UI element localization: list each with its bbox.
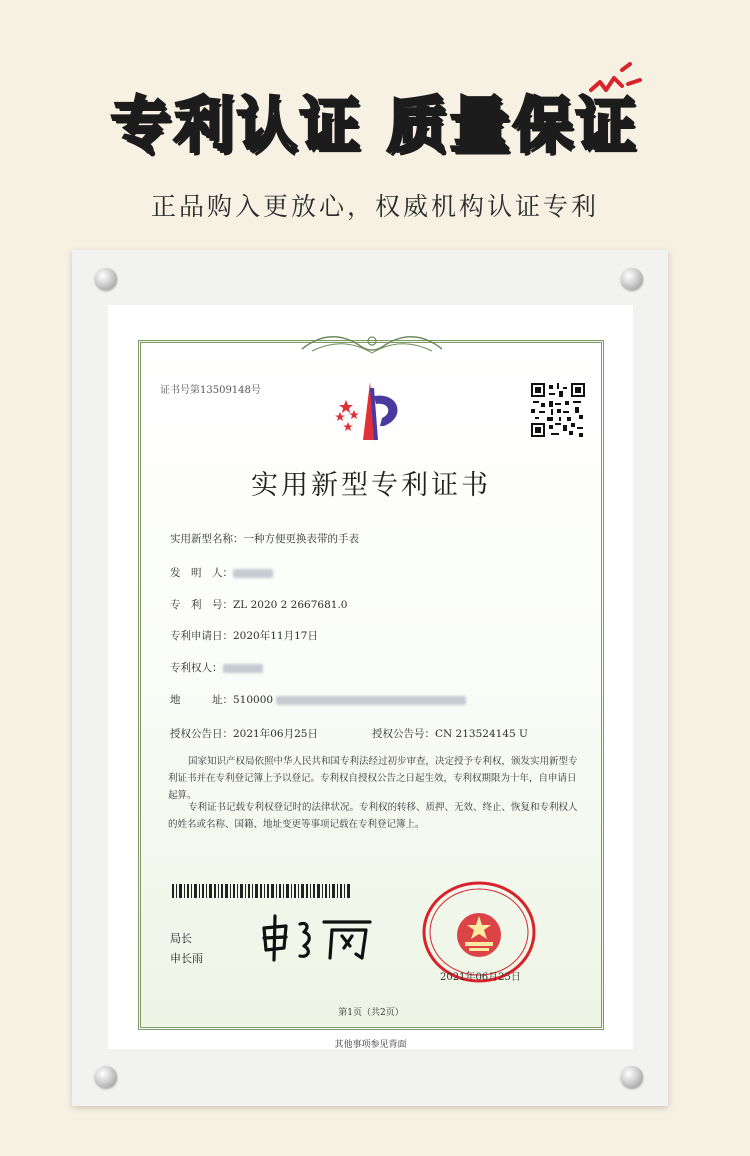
address-postcode: 510000 [233,694,274,706]
grant-date-label: 授权公告日： [170,728,233,740]
certificate-paragraph-2: 专利证书记载专利权登记时的法律状况。专利权的转移、质押、无效、终止、恢复和专利权人的姓名或名称、国籍、地址变更等事项记载在专利登记簿上。 [168,802,578,830]
patent-number-row [170,597,347,612]
redacted-inventor [233,569,273,578]
inventor-label: 发 明 人： [170,567,233,579]
frame-screw-icon [95,268,117,290]
utility-model-name-row [170,531,359,546]
frame-screw-icon [95,1066,117,1088]
handwritten-signature-icon [258,912,378,964]
grant-number-label: 授权公告号： [372,728,435,740]
certificate-number: 证书号第13509148号 [160,385,261,396]
grant-date-row [170,726,318,741]
frame-screw-icon [621,268,643,290]
patent-office-logo-icon [330,378,416,444]
signer-name: 申长雨 [170,952,203,965]
patent-number-value: ZL 2020 2 2667681.0 [233,599,348,611]
seal-date: 2021年06月25日 [440,972,521,983]
grant-number-value: CN 213524145 U [435,728,528,740]
signer-title: 局长 [170,932,192,945]
utility-model-name-label: 实用新型名称： [170,533,244,545]
ornament-icon [292,331,452,357]
patentee-row [170,660,263,675]
page-number: 第1页（共2页） [338,1008,404,1018]
redacted-address [276,696,466,705]
grant-date-value: 2021年06月25日 [233,728,318,740]
address-row [170,692,466,707]
page-headline: 专利认证 质量保证 [111,91,639,161]
application-date-value: 2020年11月17日 [233,630,318,642]
redacted-patentee [223,664,263,673]
page-subheadline: 正品购入更放心，权威机构认证专利 [150,192,599,221]
certificate-title: 实用新型专利证书 [251,470,491,501]
patent-number-label: 专 利 号： [170,599,233,611]
certificate-paragraph-1: 国家知识产权局依照中华人民共和国专利法经过初步审查，决定授予专利权，颁发实用新型专利证书并在专利登记簿上予以登记。专利权自授权公告之日起生效，专利权期限为十年，自申请日起算。 [168,756,578,801]
sparkle-accent-icon [586,60,646,100]
patentee-label: 专利权人： [170,662,223,674]
grant-number-row [372,726,528,741]
utility-model-name-value: 一种方便更换表带的手表 [243,533,359,545]
application-date-row [170,628,318,643]
back-notes: 其他事项参见背面 [334,1040,407,1050]
application-date-label: 专利申请日： [170,630,233,642]
address-label: 地 址： [170,694,233,706]
frame-screw-icon [621,1066,643,1088]
inventor-row [170,565,273,580]
qr-code-icon [531,383,585,437]
barcode-icon [172,884,352,898]
